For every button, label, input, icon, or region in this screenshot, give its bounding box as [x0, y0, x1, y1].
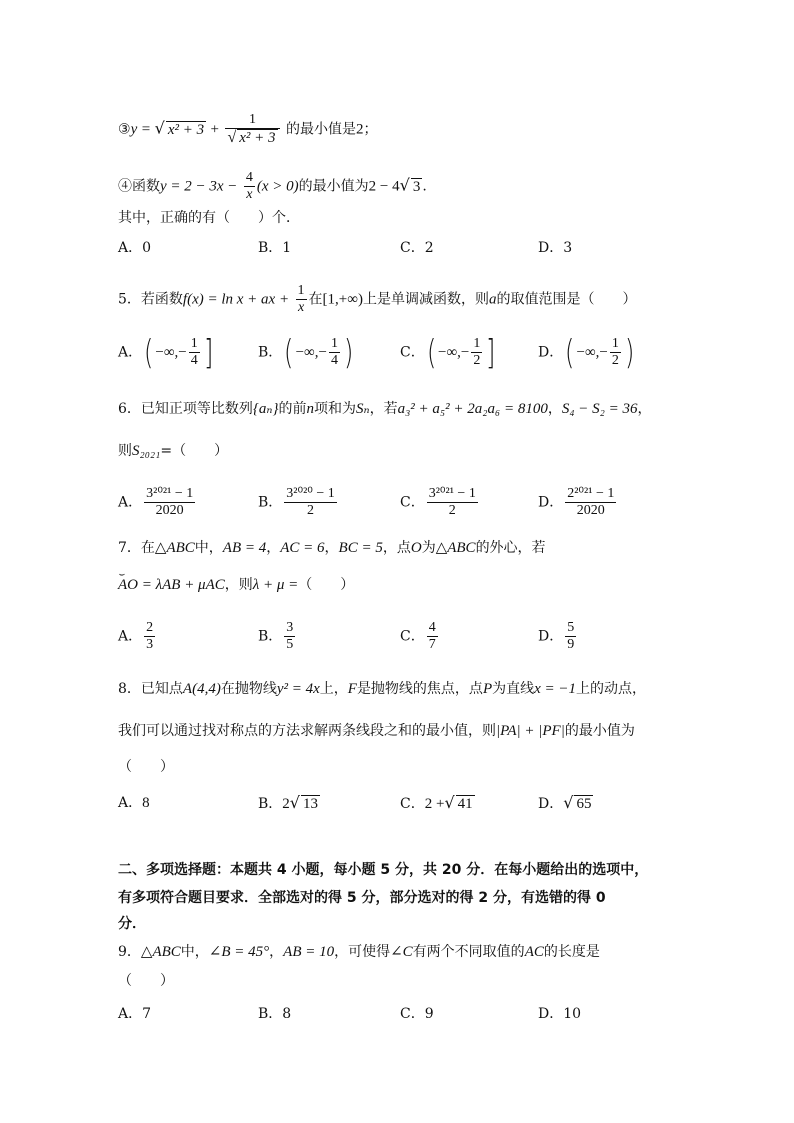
q7-option-d: D． $\frac{5}{9}$: [538, 620, 575, 652]
question-8-line-1: 8．已知点A(4,4)在抛物线y² = 4x上，F是抛物线的焦点，点P为直线x = −1上的动点，: [118, 681, 647, 697]
section-2-heading-line-2: 有多项符合题目要求．全部选对的得 5 分，部分选对的得 2 分，有选错的得 0: [118, 890, 606, 906]
question-7-line-1: 7．在△ABC中，AB = 4，AC = 6，BC = 5，点O为△ABC的外心，若: [118, 540, 546, 556]
q4-option-a: A．0: [118, 240, 152, 256]
question-6-line-1: 6．已知正项等比数列{aₙ}的前n项和为Sₙ，若a₃² + a₅² + 2a₂a₆ = 8100，S₄ − S₂ = 36，: [118, 401, 652, 417]
statement-3-marker: ③: [118, 121, 131, 138]
q5-option-d: D．( −∞,− $\frac{1}{2}$ ): [538, 332, 635, 373]
question-8-line-3: （ ）: [118, 759, 174, 775]
q4-option-c: C．2: [400, 240, 434, 256]
question-9-line-2: （ ）: [118, 973, 174, 989]
q7-option-a: A． $\frac{2}{3}$: [118, 620, 154, 652]
q6-option-c: C． $\frac{\text{3²⁰²¹ − 1}}{2}$: [400, 486, 476, 518]
q9-option-a: A．7: [118, 1006, 152, 1022]
question-9-line-1: 9．△ABC中，∠B = 45°，AB = 10，可使得∠C有两个不同取值的AC的长度是: [118, 944, 600, 960]
q4-option-b: B．1: [258, 240, 292, 256]
statement-3-fraction: $\frac{1}{\text{√ x² + 3}}$: [225, 112, 279, 147]
statement-3: ③y = √ x² + 3 + $\frac{1}{\text{√ x² + 3}}$ 的最小值是2；: [118, 112, 378, 146]
q8-option-a: A．8: [118, 795, 150, 811]
q7-option-c: C． $\frac{4}{7}$: [400, 620, 436, 652]
q8-option-d: D．√ 65: [538, 793, 592, 812]
question-6-line-2: 则S₂₀₂₁=（ ）: [118, 443, 229, 459]
q4-note: 其中，正确的有（ ）个．: [118, 210, 300, 226]
q4-option-d: D．3: [538, 240, 573, 256]
q9-option-d: D．10: [538, 1006, 582, 1022]
q8-option-b: B．2√ 13: [258, 793, 318, 812]
question-7-line-2: ⌣ AO = λAB + μAC，则λ + μ =（ ）: [118, 575, 354, 595]
question-5: 5．若函数f(x) = ln x + ax + $\frac{1}{x}$ 在[1,+∞)上是单调减函数，则a的取值范围是（ ）: [118, 283, 637, 315]
q9-option-c: C．9: [400, 1006, 434, 1022]
q6-option-d: D． $\frac{\text{2²⁰²¹ − 1}}{2020}$: [538, 486, 615, 518]
q6-option-b: B． $\frac{\text{3²⁰²⁰ − 1}}{2}$: [258, 486, 335, 518]
section-2-heading-line-3: 分．: [118, 916, 146, 932]
q5-option-b: B．( −∞,− $\frac{1}{4}$ ): [258, 332, 354, 373]
q8-option-c: C．2 +√ 41: [400, 793, 473, 812]
q5-option-a: A．( −∞,− $\frac{1}{4}$ ]: [118, 332, 214, 373]
statement-4: ④函数y = 2 − 3x − $\frac{4}{x}$ (x > 0)的最小值为2 − 4√ 3 .: [118, 170, 427, 202]
q6-option-a: A． $\frac{\text{3²⁰²¹ − 1}}{2020}$: [118, 486, 194, 518]
section-2-heading-line-1: 二、多项选择题：本题共 4 小题，每小题 5 分，共 20 分．在每小题给出的选项中，: [118, 862, 649, 878]
q7-option-b: B． $\frac{3}{5}$: [258, 620, 294, 652]
q5-option-c: C．( −∞,− $\frac{1}{2}$ ]: [400, 332, 496, 373]
question-8-line-2: 我们可以通过找对称点的方法求解两条线段之和的最小值，则|PA| + |PF|的最小值为: [118, 723, 635, 739]
statement-4-fraction: $\frac{4}{x}$: [245, 170, 253, 202]
q9-option-b: B．8: [258, 1006, 292, 1022]
